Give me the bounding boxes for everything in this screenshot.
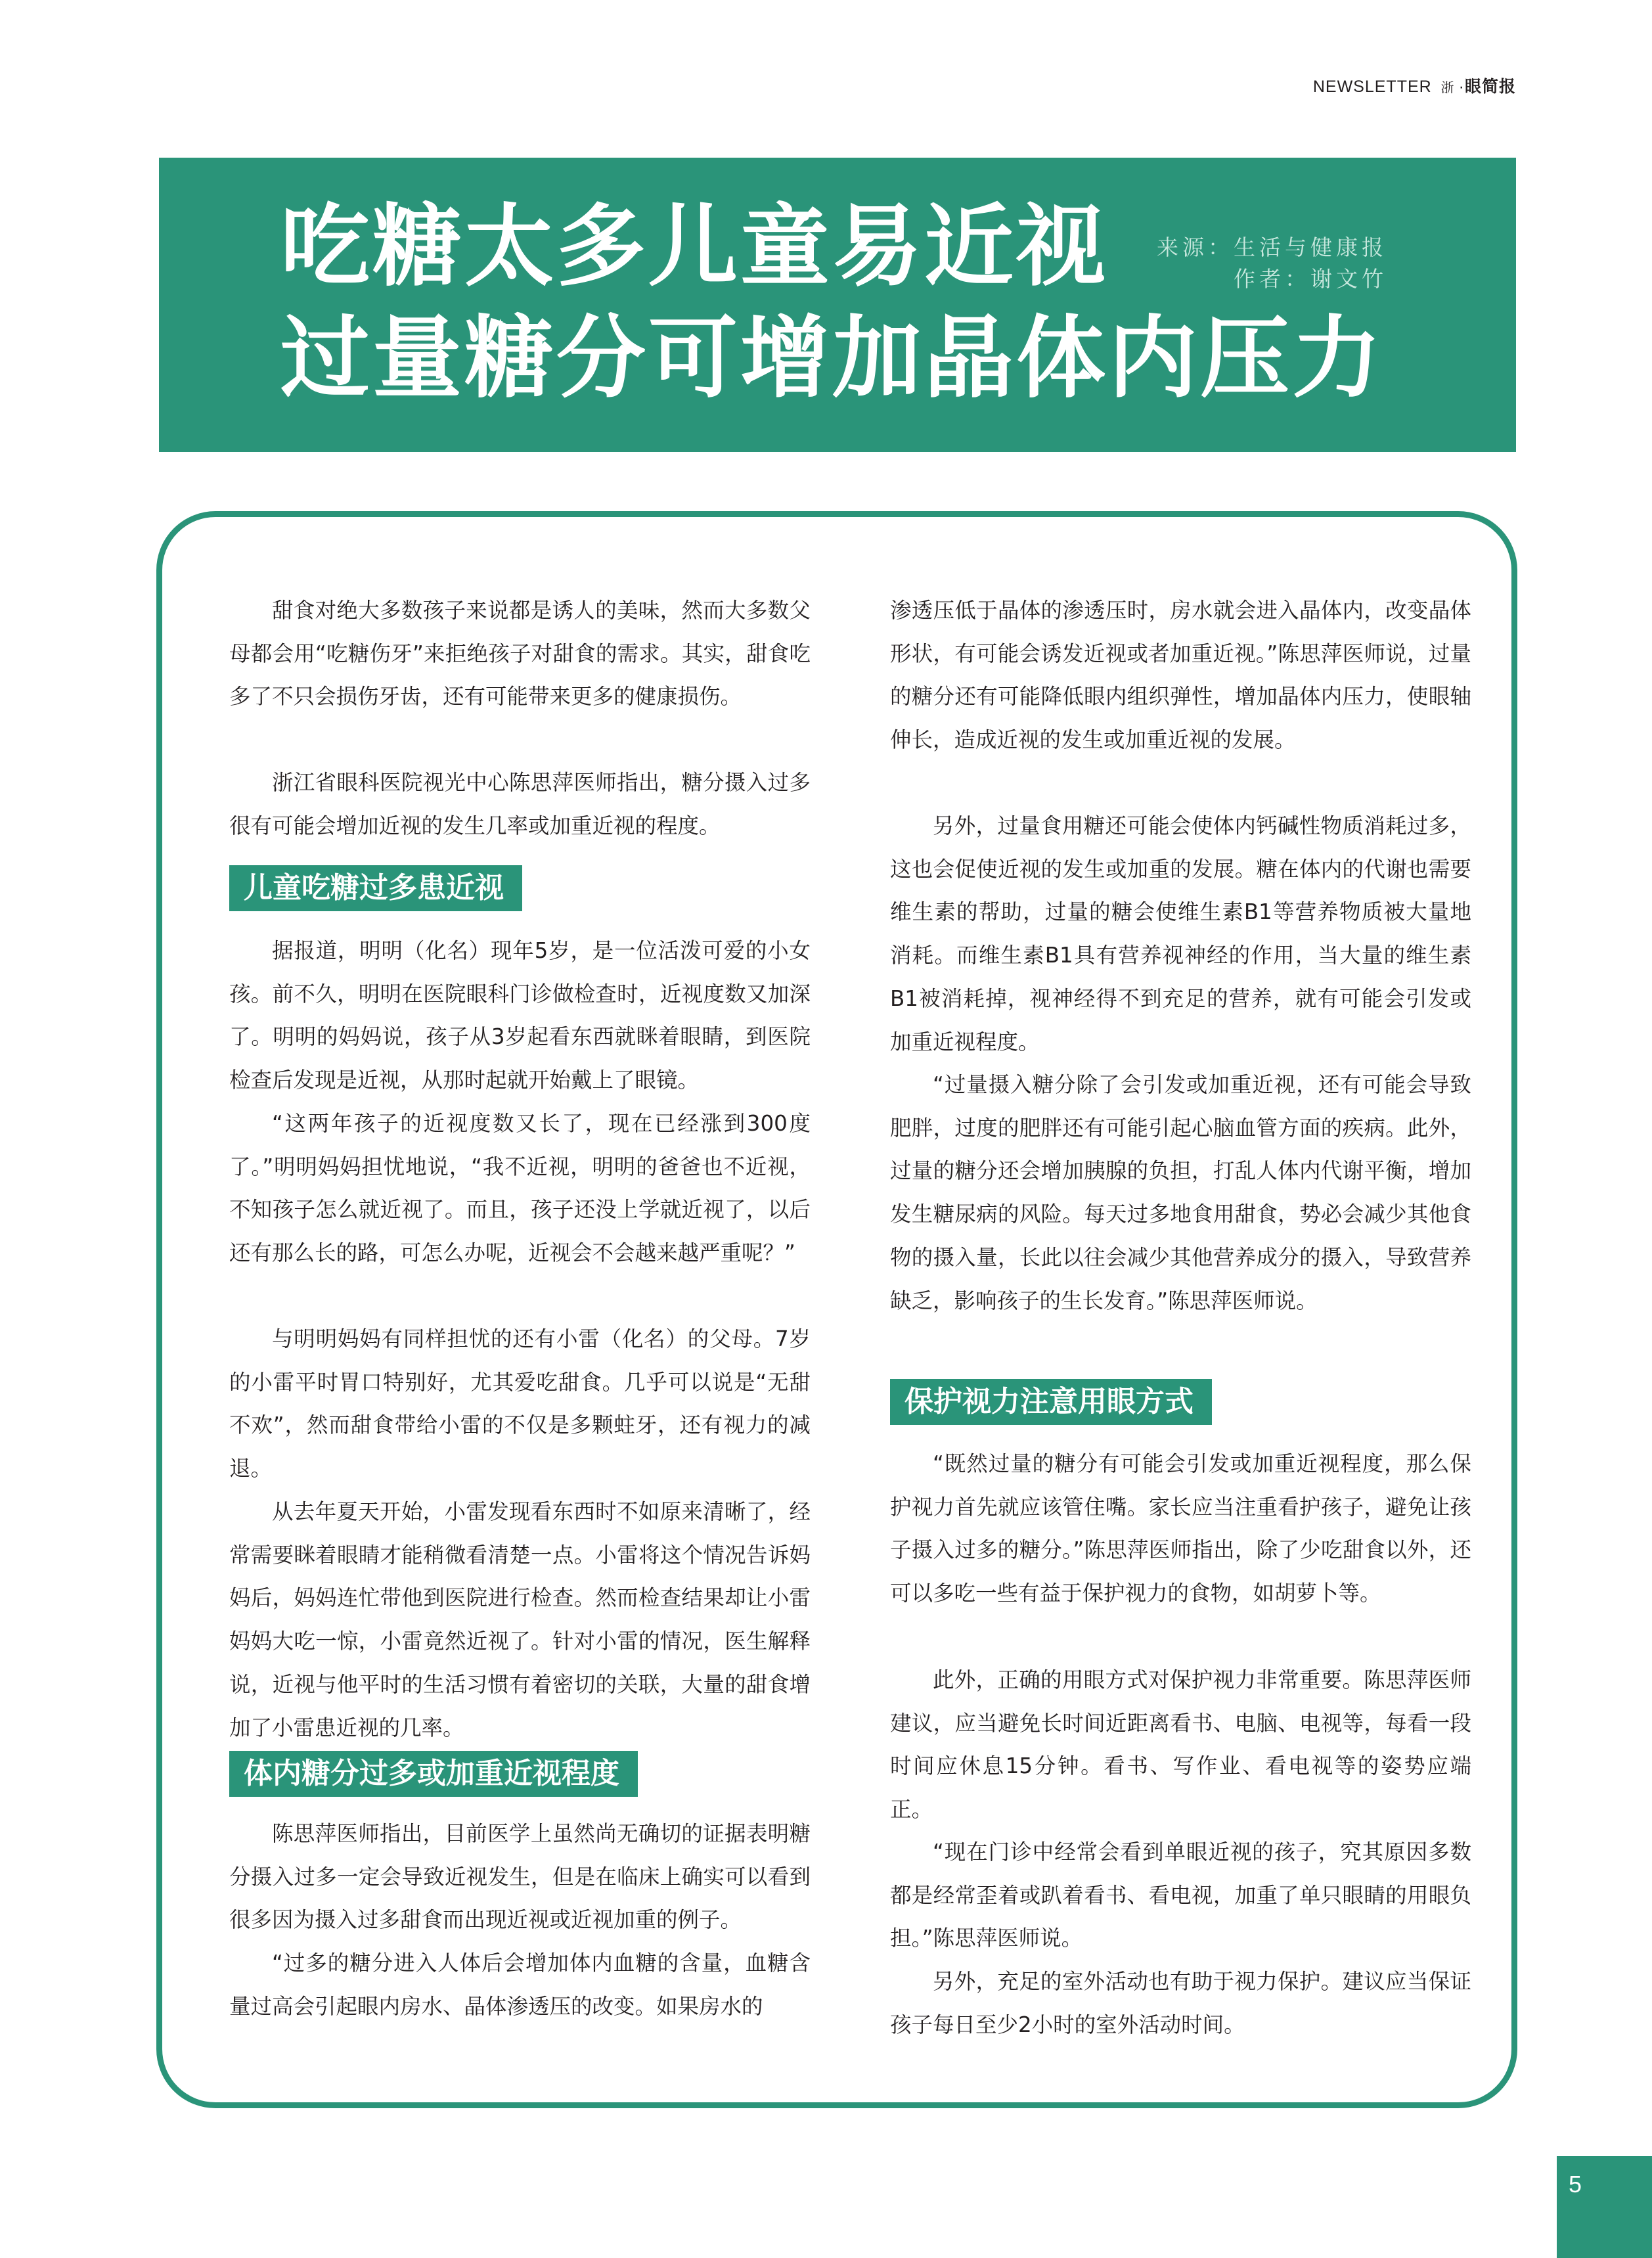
section2-paragraph-3: 另外，过量食用糖还可能会使体内钙碱性物质消耗过多，这也会促使近视的发生或加重的发展。糖在体内的代谢也需要维生素的帮助，过量的糖会使维生素B1等营养物质被大量地消耗。而维生素B1具有营养视神经的作用，当大量的维生素B1被消耗掉，视神经得不到充足的营养，就有可能会引发或加重近视程度。 xyxy=(890,813,1471,1054)
article-author: 作者：谢文竹 xyxy=(1234,266,1387,292)
section1-paragraph-4: 从去年夏天开始，小雷发现看东西时不如原来清晰了，经常需要眯着眼睛才能稍微看清楚一点。小雷将这个情况告诉妈妈后，妈妈连忙带他到医院进行检查。然而检查结果却让小雷妈妈大吃一惊，小雷竟然近视了。针对小雷的情况，医生解释说，近视与他平时的生活习惯有着密切的关联，大量的甜食增加了小雷患近视的几率。 xyxy=(229,1499,811,1740)
article-body-frame xyxy=(156,511,1517,2108)
brand-separator: · xyxy=(1458,78,1465,96)
section1-paragraph-3: 与明明妈妈有同样担忧的还有小雷（化名）的父母。7岁的小雷平时胃口特别好，尤其爱吃甜食。几乎可以说是“无甜不欢”，然而甜食带给小雷的不仅是多颗蛀牙，还有视力的减退。 xyxy=(229,1326,811,1481)
section3-paragraph-3: “现在门诊中经常会看到单眼近视的孩子，究其原因多数都是经常歪着或趴着看书、看电视，加重了单只眼睛的用眼负担。”陈思萍医师说。 xyxy=(890,1840,1471,1951)
article-source: 来源：生活与健康报 xyxy=(1157,235,1387,260)
brand-name-b: 眼简报 xyxy=(1464,78,1516,96)
page-number-tab xyxy=(1557,2156,1652,2258)
section2-paragraph-4: “过量摄入糖分除了会引发或加重近视，还有可能会导致肥胖，过度的肥胖还有可能引起心脑血管方面的疾病。此外，过量的糖分还会增加胰腺的负担，打乱人体内代谢平衡，增加发生糖尿病的风险。每天过多地食用甜食，势必会减少其他食物的摄入量，长此以往会减少其他营养成分的摄入，导致营养缺乏，影响孩子的生长发育。”陈思萍医师说。 xyxy=(890,1072,1471,1313)
title-banner xyxy=(159,158,1516,452)
intro-paragraph-1: 甜食对绝大多数孩子来说都是诱人的美味，然而大多数父母都会用“吃糖伤牙”来拒绝孩子对甜食的需求。其实，甜食吃多了不只会损伤牙齿，还有可能带来更多的健康损伤。 xyxy=(229,598,811,710)
article-title-line-1: 吃糖太多儿童易近视 xyxy=(280,195,1108,299)
article-title-line-2: 过量糖分可增加晶体内压力 xyxy=(280,307,1384,411)
section1-paragraph-2: “这两年孩子的近视度数又长了，现在已经涨到300度了。”明明妈妈担忧地说，“我不近视，明明的爸爸也不近视，不知孩子怎么就近视了。而且，孩子还没上学就近视了，以后还有那么长的路，可怎么办呢，近视会不会越来越严重呢？” xyxy=(229,1111,811,1266)
section2-paragraph-2-continued: 渗透压低于晶体的渗透压时，房水就会进入晶体内，改变晶体形状，有可能会诱发近视或者加重近视。”陈思萍医师说，过量的糖分还有可能降低眼内组织弹性，增加晶体内压力，使眼轴伸长，造成近视的发生或加重近视的发展。 xyxy=(890,598,1471,753)
newsletter-label: NEWSLETTER xyxy=(1312,78,1432,96)
page-number: 5 xyxy=(1569,2171,1582,2198)
section2-paragraph-1: 陈思萍医师指出，目前医学上虽然尚无确切的证据表明糖分摄入过多一定会导致近视发生，但是在临床上确实可以看到很多因为摄入过多甜食而出现近视或近视加重的例子。 xyxy=(229,1821,811,1933)
section-heading-2: 体内糖分过多或加重近视程度 xyxy=(229,1751,638,1797)
section2-paragraph-2: “过多的糖分进入人体后会增加体内血糖的含量，血糖含量过高会引起眼内房水、晶体渗透压的改变。如果房水的 xyxy=(229,1951,811,2019)
section-heading-1: 儿童吃糖过多患近视 xyxy=(229,865,522,911)
section3-paragraph-1: “既然过量的糖分有可能会引发或加重近视程度，那么保护视力首先就应该管住嘴。家长应当注重看护孩子，避免让孩子摄入过多的糖分。”陈思萍医师指出，除了少吃甜食以外，还可以多吃一些有益于保护视力的食物，如胡萝卜等。 xyxy=(890,1451,1471,1606)
intro-paragraph-2: 浙江省眼科医院视光中心陈思萍医师指出，糖分摄入过多很有可能会增加近视的发生几率或加重近视的程度。 xyxy=(229,770,811,838)
brand-name-a: 浙 xyxy=(1440,81,1455,95)
section3-paragraph-2: 此外，正确的用眼方式对保护视力非常重要。陈思萍医师建议，应当避免长时间近距离看书、电脑、电视等，每看一段时间应休息15分钟。看书、写作业、看电视等的姿势应端正。 xyxy=(890,1667,1471,1822)
section-heading-3: 保护视力注意用眼方式 xyxy=(890,1379,1212,1425)
running-header xyxy=(1313,74,1516,97)
section3-paragraph-4: 另外，充足的室外活动也有助于视力保护。建议应当保证孩子每日至少2小时的室外活动时间。 xyxy=(890,1969,1471,2037)
section1-paragraph-1: 据报道，明明（化名）现年5岁，是一位活泼可爱的小女孩。前不久，明明在医院眼科门诊做检查时，近视度数又加深了。明明的妈妈说，孩子从3岁起看东西就眯着眼睛，到医院检查后发现是近视，从那时起就开始戴上了眼镜。 xyxy=(229,938,811,1093)
